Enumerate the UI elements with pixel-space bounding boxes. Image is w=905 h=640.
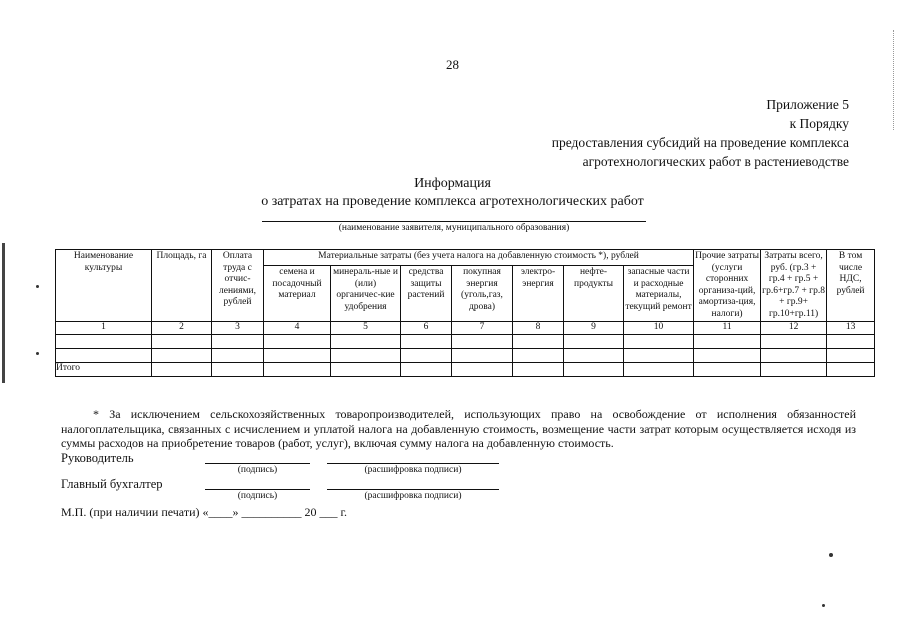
table-cell[interactable] — [513, 362, 564, 376]
appendix-line-3: предоставления субсидий на проведение комплекса — [551, 135, 849, 150]
table-cell[interactable] — [761, 348, 827, 362]
page-number: 28 — [446, 57, 459, 72]
table-cell[interactable] — [827, 348, 875, 362]
scan-dot — [36, 352, 39, 355]
table-cell[interactable] — [152, 348, 212, 362]
total-label: Итого — [56, 362, 152, 376]
head-decode-line[interactable] — [327, 463, 499, 464]
table-cell[interactable] — [264, 334, 331, 348]
stamp-label: М.П. (при наличии печати) — [61, 505, 200, 519]
table-cell[interactable] — [624, 334, 694, 348]
appendix-line-1: Приложение 5 — [766, 97, 849, 112]
table-cell[interactable] — [694, 362, 761, 376]
header-fertilizers: минераль-ные и (или) органичес-кие удобрения — [331, 266, 401, 322]
appendix-block — [552, 95, 849, 171]
table-cell[interactable] — [401, 362, 452, 376]
table-cell[interactable] — [564, 362, 624, 376]
column-number: 11 — [694, 322, 761, 335]
accountant-decode-caption: (расшифровка подписи) — [364, 491, 462, 501]
table-cell[interactable] — [827, 362, 875, 376]
header-purchased-energy: покупная энергия (уголь,газ, дрова) — [452, 266, 513, 322]
title-line-2: о затратах на проведение комплекса агротехнологических работ — [261, 194, 644, 209]
header-crop: Наименование культуры — [56, 250, 152, 322]
header-row-top — [56, 250, 875, 266]
table-cell[interactable] — [212, 334, 264, 348]
table-cell[interactable] — [761, 362, 827, 376]
footnote-text: * За исключением сельскохозяйственных товаропроизводителей, использующих право на освобождение от исполнения обязанностей налогоплательщика, связанных с исчислением и уплатой налога на добавленную стоимость, возмещение части затрат которым осуществляется исходя из суммы расходов на приобретение товаров (работ, услуг), включая сумму налога на добавленную стоимость. — [61, 407, 856, 450]
scan-dot — [822, 604, 825, 607]
table-cell[interactable] — [264, 348, 331, 362]
scan-edge-mark — [2, 243, 5, 383]
table-cell[interactable] — [624, 362, 694, 376]
applicant-field-line — [262, 221, 646, 222]
document-title — [0, 175, 905, 211]
table-cell[interactable] — [564, 334, 624, 348]
header-seeds: семена и посадочный материал — [264, 266, 331, 322]
costs-table — [55, 249, 875, 377]
footnote — [61, 407, 856, 451]
column-number: 13 — [827, 322, 875, 335]
table-cell[interactable] — [212, 362, 264, 376]
table-row — [56, 348, 875, 362]
accountant-decode-line[interactable] — [327, 489, 499, 490]
column-number: 8 — [513, 322, 564, 335]
column-number: 5 — [331, 322, 401, 335]
table-cell[interactable] — [452, 334, 513, 348]
column-number: 12 — [761, 322, 827, 335]
appendix-line-2: к Порядку — [789, 116, 849, 131]
appendix-line-4: агротехнологических работ в растениеводстве — [582, 154, 849, 169]
table-cell[interactable] — [624, 348, 694, 362]
header-other-costs: Прочие затраты (услуги сторонних организа-ций, амортиза-ция, налоги) — [694, 250, 761, 322]
header-vat: В том числе НДС, рублей — [827, 250, 875, 322]
column-number: 2 — [152, 322, 212, 335]
table-cell[interactable] — [452, 362, 513, 376]
header-area: Площадь, га — [152, 250, 212, 322]
title-line-1: Информация — [414, 176, 491, 191]
header-material-group: Материальные затраты (без учета налога на добавленную стоимость *), рублей — [264, 250, 694, 266]
stamp-date[interactable]: «____» __________ 20 ___ г. — [202, 505, 348, 519]
table-cell[interactable] — [513, 348, 564, 362]
head-signature-caption: (подпись) — [237, 465, 278, 475]
header-oil-products: нефте-продукты — [564, 266, 624, 322]
table-row — [56, 334, 875, 348]
table-cell[interactable] — [694, 348, 761, 362]
table-cell[interactable] — [56, 334, 152, 348]
column-number-row — [56, 322, 875, 335]
header-total-costs: Затраты всего, руб. (гр.3 + гр.4 + гр.5 + гр.6+гр.7 + гр.8 + гр.9+ гр.10+гр.11) — [761, 250, 827, 322]
header-spare-parts: запасные части и расходные материалы, текущий ремонт — [624, 266, 694, 322]
column-number: 7 — [452, 322, 513, 335]
table-cell[interactable] — [401, 334, 452, 348]
scan-edge-mark — [893, 30, 895, 130]
table-cell[interactable] — [264, 362, 331, 376]
table-cell[interactable] — [452, 348, 513, 362]
column-number: 9 — [564, 322, 624, 335]
accountant-signature-caption: (подпись) — [237, 491, 278, 501]
stamp-line — [61, 505, 347, 520]
total-row — [56, 362, 875, 376]
table-cell[interactable] — [152, 362, 212, 376]
accountant-signature-line[interactable] — [205, 489, 310, 490]
table-cell[interactable] — [212, 348, 264, 362]
header-wages: Оплата труда с отчис-лениями, рублей — [212, 250, 264, 322]
table-cell[interactable] — [513, 334, 564, 348]
table-cell[interactable] — [331, 362, 401, 376]
table-cell[interactable] — [827, 334, 875, 348]
head-label: Руководитель — [61, 451, 134, 465]
table-cell[interactable] — [761, 334, 827, 348]
column-number: 4 — [264, 322, 331, 335]
table-cell[interactable] — [401, 348, 452, 362]
column-number: 10 — [624, 322, 694, 335]
column-number: 6 — [401, 322, 452, 335]
table-cell[interactable] — [564, 348, 624, 362]
accountant-label: Главный бухгалтер — [61, 477, 163, 491]
head-decode-caption: (расшифровка подписи) — [364, 465, 462, 475]
header-plant-protection: средства защиты растений — [401, 266, 452, 322]
table-cell[interactable] — [331, 348, 401, 362]
table-cell[interactable] — [152, 334, 212, 348]
applicant-caption: (наименование заявителя, муниципального образования) — [338, 223, 570, 233]
table-cell[interactable] — [331, 334, 401, 348]
table-cell[interactable] — [694, 334, 761, 348]
column-number: 3 — [212, 322, 264, 335]
head-signature-line[interactable] — [205, 463, 310, 464]
header-electricity: электро-энергия — [513, 266, 564, 322]
scan-dot — [829, 553, 833, 557]
scan-dot — [36, 285, 39, 288]
column-number: 1 — [56, 322, 152, 335]
table-cell[interactable] — [56, 348, 152, 362]
